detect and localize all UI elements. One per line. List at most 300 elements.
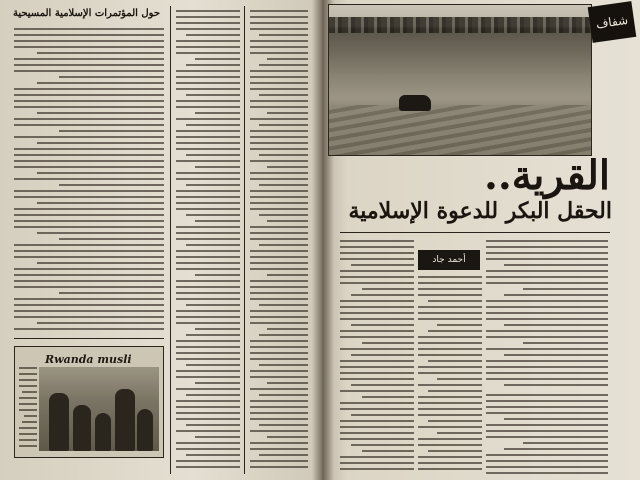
text-line — [340, 276, 414, 278]
advert-side-text — [19, 367, 37, 451]
text-line — [250, 412, 308, 414]
left-column-divider-1 — [170, 6, 171, 474]
text-line — [195, 436, 240, 438]
text-line — [176, 160, 240, 162]
text-line — [418, 342, 482, 344]
text-line — [176, 232, 240, 234]
text-line — [340, 432, 414, 434]
text-line — [176, 430, 240, 432]
text-line — [250, 28, 308, 30]
text-line — [486, 406, 608, 408]
text-line — [250, 202, 308, 204]
text-line — [250, 178, 308, 180]
text-line — [250, 136, 308, 138]
text-line — [176, 172, 240, 174]
text-line — [186, 64, 240, 66]
text-line — [250, 118, 308, 120]
text-line — [37, 232, 165, 234]
text-line — [19, 433, 37, 435]
text-line — [250, 262, 308, 264]
text-line — [19, 385, 37, 387]
text-line — [250, 358, 308, 360]
text-line — [340, 312, 414, 314]
text-line — [418, 354, 482, 356]
text-line — [176, 322, 240, 324]
text-line — [59, 292, 164, 294]
text-line — [14, 34, 164, 36]
text-line — [176, 346, 240, 348]
text-line — [259, 94, 308, 96]
text-line — [259, 304, 308, 306]
text-line — [259, 214, 308, 216]
text-line — [259, 184, 308, 186]
text-line — [250, 352, 308, 354]
text-line — [486, 348, 608, 350]
text-line — [250, 442, 308, 444]
text-line — [186, 394, 240, 396]
text-line — [418, 468, 482, 470]
text-line — [37, 142, 165, 144]
text-line — [195, 382, 240, 384]
text-line — [340, 372, 414, 374]
text-line — [176, 82, 240, 84]
text-line — [176, 400, 240, 402]
text-line — [437, 324, 482, 326]
text-line — [250, 448, 308, 450]
text-line — [14, 178, 164, 180]
text-line — [195, 274, 240, 276]
text-line — [486, 282, 608, 284]
text-line — [14, 196, 164, 198]
text-line — [250, 376, 308, 378]
text-line — [24, 415, 37, 417]
text-line — [176, 40, 240, 42]
text-line — [418, 438, 482, 440]
tree-line — [329, 17, 591, 33]
text-line — [340, 438, 414, 440]
text-line — [340, 348, 414, 350]
text-line — [176, 52, 240, 54]
text-line — [418, 306, 482, 308]
person-silhouette — [49, 393, 69, 451]
person-silhouette — [137, 409, 153, 451]
text-line — [486, 378, 608, 380]
text-line — [186, 334, 240, 336]
text-line — [428, 420, 482, 422]
text-line — [486, 300, 608, 302]
text-line — [250, 190, 308, 192]
text-line — [250, 322, 308, 324]
text-line — [195, 220, 240, 222]
text-line — [486, 276, 608, 278]
text-line — [195, 58, 240, 60]
text-line — [351, 384, 414, 386]
text-line — [250, 316, 308, 318]
text-line — [176, 418, 240, 420]
text-line — [340, 318, 414, 320]
text-line — [176, 250, 240, 252]
text-line — [486, 424, 608, 426]
text-line — [259, 454, 308, 456]
text-line — [428, 450, 482, 452]
text-line — [504, 324, 608, 326]
text-line — [195, 112, 240, 114]
text-line — [250, 346, 308, 348]
text-line — [250, 82, 308, 84]
text-line — [486, 436, 608, 438]
text-line — [176, 406, 240, 408]
text-line — [486, 472, 608, 474]
text-line — [14, 94, 164, 96]
text-line — [340, 252, 414, 254]
text-line — [523, 442, 608, 444]
text-line — [504, 448, 608, 450]
text-line — [259, 124, 308, 126]
text-line — [176, 292, 240, 294]
text-line — [14, 256, 164, 258]
text-line — [250, 142, 308, 144]
left-ad-top-rule — [14, 338, 164, 339]
text-line — [176, 208, 240, 210]
text-line — [340, 240, 414, 242]
section-tag: شفاف — [588, 1, 637, 43]
text-line — [340, 420, 414, 422]
text-line — [176, 238, 240, 240]
text-line — [176, 226, 240, 228]
text-line — [259, 34, 308, 36]
text-line — [37, 262, 165, 264]
text-line — [14, 250, 164, 252]
text-line — [14, 118, 164, 120]
text-line — [340, 360, 414, 362]
text-line — [14, 298, 164, 300]
text-line — [267, 58, 308, 60]
text-line — [14, 220, 164, 222]
left-text-column-1 — [14, 28, 164, 334]
text-line — [37, 322, 165, 324]
text-line — [176, 340, 240, 342]
text-line — [486, 312, 608, 314]
text-line — [14, 124, 164, 126]
text-line — [437, 432, 482, 434]
text-line — [250, 16, 308, 18]
text-line — [259, 364, 308, 366]
text-line — [250, 250, 308, 252]
text-line — [486, 366, 608, 368]
text-line — [14, 70, 164, 72]
village-photo — [328, 4, 592, 156]
text-line — [14, 58, 164, 60]
text-line — [340, 270, 414, 272]
text-line — [418, 396, 482, 398]
text-line — [362, 342, 414, 344]
advert-caption: Rwanda musli — [45, 353, 132, 366]
text-line — [418, 348, 482, 350]
text-line — [486, 318, 608, 320]
text-line — [250, 430, 308, 432]
text-line — [14, 154, 164, 156]
text-line — [176, 190, 240, 192]
text-line — [418, 456, 482, 458]
text-line — [340, 456, 414, 458]
text-line — [176, 142, 240, 144]
text-line — [176, 280, 240, 282]
text-line — [340, 336, 414, 338]
text-line — [351, 324, 414, 326]
text-line — [186, 34, 240, 36]
text-line — [418, 402, 482, 404]
text-line — [250, 466, 308, 468]
person-silhouette — [115, 389, 135, 451]
animal-silhouette — [399, 95, 431, 111]
text-line — [486, 330, 608, 332]
text-line — [340, 462, 414, 464]
text-line — [351, 264, 414, 266]
text-line — [14, 190, 164, 192]
text-line — [250, 310, 308, 312]
text-line — [250, 208, 308, 210]
text-line — [186, 94, 240, 96]
text-line — [340, 330, 414, 332]
left-text-column-2 — [176, 10, 240, 472]
text-line — [19, 397, 37, 399]
text-line — [59, 130, 164, 132]
text-line — [486, 306, 608, 308]
text-line — [176, 76, 240, 78]
text-line — [176, 310, 240, 312]
text-line — [176, 388, 240, 390]
text-line — [186, 304, 240, 306]
text-line — [22, 391, 37, 393]
text-line — [362, 288, 414, 290]
text-line — [14, 28, 164, 30]
text-line — [486, 454, 608, 456]
text-line — [250, 196, 308, 198]
text-line — [250, 130, 308, 132]
text-line — [428, 360, 482, 362]
text-line — [267, 436, 308, 438]
text-line — [267, 274, 308, 276]
text-line — [176, 148, 240, 150]
text-line — [340, 258, 414, 260]
text-line — [250, 388, 308, 390]
text-line — [37, 172, 165, 174]
text-line — [362, 450, 414, 452]
text-line — [186, 214, 240, 216]
text-line — [259, 394, 308, 396]
text-line — [14, 106, 164, 108]
text-line — [176, 286, 240, 288]
text-line — [250, 172, 308, 174]
text-line — [37, 82, 165, 84]
text-line — [486, 258, 608, 260]
text-line — [428, 390, 482, 392]
text-line — [250, 40, 308, 42]
text-line — [176, 376, 240, 378]
text-line — [19, 409, 37, 411]
text-line — [19, 439, 37, 441]
text-line — [504, 384, 608, 386]
text-line — [250, 76, 308, 78]
left-text-column-3 — [250, 10, 308, 472]
text-line — [19, 445, 37, 447]
text-line — [267, 112, 308, 114]
text-line — [250, 460, 308, 462]
person-silhouette — [73, 405, 91, 451]
text-line — [19, 373, 37, 375]
text-line — [418, 384, 482, 386]
text-line — [14, 160, 164, 162]
text-line — [250, 10, 308, 12]
text-line — [176, 100, 240, 102]
text-line — [418, 444, 482, 446]
text-line — [14, 328, 164, 330]
text-line — [14, 64, 164, 66]
text-line — [250, 400, 308, 402]
text-line — [486, 252, 608, 254]
text-line — [351, 354, 414, 356]
text-line — [486, 372, 608, 374]
right-text-column-3 — [486, 394, 608, 474]
text-line — [340, 402, 414, 404]
text-line — [418, 462, 482, 464]
text-line — [14, 304, 164, 306]
text-line — [250, 232, 308, 234]
text-line — [14, 100, 164, 102]
text-line — [250, 148, 308, 150]
text-line — [362, 396, 414, 398]
text-line — [14, 46, 164, 48]
text-line — [418, 312, 482, 314]
text-line — [186, 424, 240, 426]
text-line — [486, 430, 608, 432]
text-line — [340, 408, 414, 410]
text-line — [250, 46, 308, 48]
text-line — [176, 202, 240, 204]
text-line — [195, 328, 240, 330]
text-line — [486, 412, 608, 414]
right-text-column-1 — [340, 240, 414, 472]
text-line — [250, 280, 308, 282]
text-line — [176, 136, 240, 138]
text-line — [176, 178, 240, 180]
text-line — [250, 106, 308, 108]
text-line — [176, 16, 240, 18]
text-line — [176, 358, 240, 360]
text-line — [340, 300, 414, 302]
text-line — [14, 274, 164, 276]
text-line — [186, 154, 240, 156]
text-line — [523, 342, 608, 344]
text-line — [523, 288, 608, 290]
text-line — [250, 226, 308, 228]
text-line — [504, 294, 608, 296]
text-line — [176, 316, 240, 318]
text-line — [22, 421, 37, 423]
text-line — [176, 70, 240, 72]
text-line — [176, 262, 240, 264]
text-line — [14, 280, 164, 282]
text-line — [176, 28, 240, 30]
text-line — [37, 112, 165, 114]
text-line — [437, 378, 482, 380]
right-top-rule — [340, 232, 610, 233]
text-line — [340, 468, 414, 470]
author-name: أحمد جاد — [418, 250, 480, 270]
text-line — [176, 370, 240, 372]
text-line — [59, 184, 164, 186]
text-line — [176, 10, 240, 12]
text-line — [176, 412, 240, 414]
text-line — [176, 130, 240, 132]
text-line — [250, 238, 308, 240]
text-line — [340, 426, 414, 428]
text-line — [14, 214, 164, 216]
text-line — [250, 340, 308, 342]
text-line — [267, 328, 308, 330]
text-line — [428, 300, 482, 302]
text-line — [259, 244, 308, 246]
text-line — [340, 282, 414, 284]
text-line — [176, 298, 240, 300]
text-line — [504, 418, 608, 420]
text-line — [504, 354, 608, 356]
text-line — [14, 40, 164, 42]
text-line — [14, 88, 164, 90]
text-line — [195, 166, 240, 168]
text-line — [250, 256, 308, 258]
text-line — [176, 442, 240, 444]
text-line — [176, 352, 240, 354]
text-line — [418, 408, 482, 410]
text-line — [59, 238, 164, 240]
text-line — [186, 184, 240, 186]
text-line — [176, 88, 240, 90]
text-line — [418, 282, 482, 284]
text-line — [176, 22, 240, 24]
text-line — [19, 379, 37, 381]
text-line — [418, 294, 482, 296]
text-line — [250, 268, 308, 270]
text-line — [186, 364, 240, 366]
text-line — [176, 196, 240, 198]
text-line — [37, 202, 165, 204]
text-line — [176, 268, 240, 270]
text-line — [14, 208, 164, 210]
text-line — [14, 286, 164, 288]
text-line — [186, 454, 240, 456]
text-line — [14, 166, 164, 168]
text-line — [186, 124, 240, 126]
text-line — [250, 286, 308, 288]
text-line — [176, 448, 240, 450]
text-line — [340, 306, 414, 308]
text-line — [250, 406, 308, 408]
text-line — [37, 52, 165, 54]
text-line — [267, 382, 308, 384]
text-line — [14, 310, 164, 312]
article-subtitle: الحقل البكر للدعوة الإسلامية — [348, 198, 612, 224]
text-line — [250, 100, 308, 102]
text-line — [267, 166, 308, 168]
text-line — [486, 336, 608, 338]
text-line — [250, 292, 308, 294]
text-line — [418, 372, 482, 374]
text-line — [250, 52, 308, 54]
text-line — [486, 240, 608, 242]
text-line — [19, 427, 37, 429]
text-line — [176, 466, 240, 468]
